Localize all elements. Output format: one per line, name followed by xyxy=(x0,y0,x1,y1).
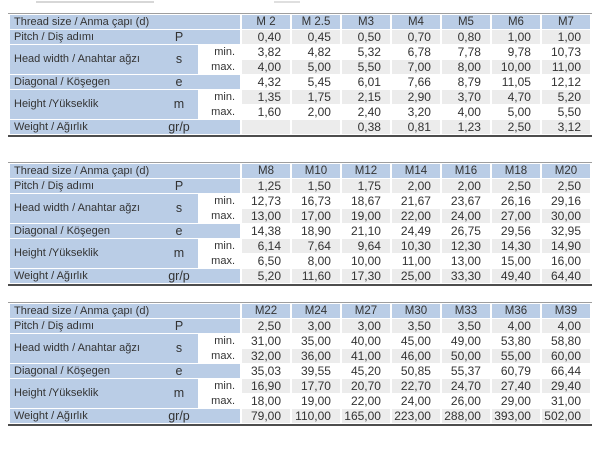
table-row xyxy=(10,364,590,378)
value-cell: 110,00 xyxy=(292,409,340,423)
table-row xyxy=(10,194,590,208)
value-cell: 11,00 xyxy=(392,254,440,268)
value-cell: 60,79 xyxy=(492,364,540,378)
column-header-cell: M33 xyxy=(442,304,490,318)
value-cell: 29,16 xyxy=(542,194,590,208)
table-row xyxy=(10,179,590,193)
table-row xyxy=(10,379,590,393)
max-label-cell: max. xyxy=(200,394,240,408)
value-cell: 288,00 xyxy=(442,409,490,423)
value-cell: 13,00 xyxy=(442,254,490,268)
row-symbol: P xyxy=(174,30,184,44)
value-cell: 12,12 xyxy=(542,75,590,89)
value-cell: 16,73 xyxy=(292,194,340,208)
table-header-row xyxy=(10,15,590,29)
value-cell: 5,00 xyxy=(292,60,340,74)
value-cell: 7,66 xyxy=(392,75,440,89)
value-cell: 2,90 xyxy=(392,90,440,104)
value-cell: 30,00 xyxy=(542,209,590,223)
row-label-cell xyxy=(10,164,240,178)
min-label-cell: min. xyxy=(200,334,240,348)
column-header-cell: M6 xyxy=(492,15,540,29)
value-cell: 29,56 xyxy=(492,224,540,238)
value-cell: 6,78 xyxy=(392,45,440,59)
row-label: Pitch / Diş adımı xyxy=(14,319,95,332)
table-row xyxy=(10,409,590,423)
row-label: Height /Yükseklik xyxy=(14,387,99,399)
value-cell: 5,45 xyxy=(292,75,340,89)
value-cell xyxy=(292,120,340,134)
value-cell: 24,00 xyxy=(442,209,490,223)
table-header-row xyxy=(10,304,590,318)
value-cell: 2,00 xyxy=(392,179,440,193)
value-cell xyxy=(242,120,290,134)
value-cell: 64,40 xyxy=(542,269,590,283)
value-cell: 165,00 xyxy=(342,409,390,423)
row-symbol: e xyxy=(175,75,183,89)
value-cell: 23,67 xyxy=(442,194,490,208)
spec-table-1 xyxy=(8,13,592,137)
table-row xyxy=(10,269,590,283)
value-cell: 11,60 xyxy=(292,269,340,283)
value-cell: 4,00 xyxy=(542,319,590,333)
value-cell: 35,00 xyxy=(292,334,340,348)
value-cell: 3,00 xyxy=(342,319,390,333)
value-cell: 10,00 xyxy=(492,60,540,74)
value-cell: 26,16 xyxy=(492,194,540,208)
column-header-cell: M22 xyxy=(242,304,290,318)
table-header-row xyxy=(10,164,590,178)
value-cell: 49,00 xyxy=(442,334,490,348)
column-header-cell: M30 xyxy=(392,304,440,318)
value-cell: 1,25 xyxy=(242,179,290,193)
value-cell: 1,75 xyxy=(342,179,390,193)
table-row xyxy=(10,319,590,333)
row-label-cell xyxy=(10,409,240,423)
value-cell: 0,50 xyxy=(342,30,390,44)
value-cell: 10,30 xyxy=(392,239,440,253)
row-label: Thread size / Anma çapı (d) xyxy=(14,304,150,317)
value-cell: 0,70 xyxy=(392,30,440,44)
row-label: Weight / Ağırlık xyxy=(14,269,88,282)
value-cell: 2,50 xyxy=(492,179,540,193)
table-row xyxy=(10,239,590,253)
value-cell: 1,75 xyxy=(292,90,340,104)
value-cell: 29,40 xyxy=(542,379,590,393)
table-row xyxy=(10,90,590,104)
row-label-cell xyxy=(10,194,198,223)
column-header-cell: M18 xyxy=(492,164,540,178)
value-cell: 5,20 xyxy=(242,269,290,283)
value-cell: 21,67 xyxy=(392,194,440,208)
min-label-cell: min. xyxy=(200,45,240,59)
value-cell: 9,78 xyxy=(492,45,540,59)
value-cell: 2,00 xyxy=(442,179,490,193)
row-label: Head width / Anahtar ağzı xyxy=(14,202,140,214)
spec-table-3 xyxy=(8,302,592,426)
table-row xyxy=(10,120,590,134)
column-header-cell: M 2.5 xyxy=(292,15,340,29)
value-cell: 12,73 xyxy=(242,194,290,208)
row-label-cell xyxy=(10,120,240,134)
row-label-cell xyxy=(10,90,198,119)
value-cell: 2,00 xyxy=(292,105,340,119)
value-cell: 5,32 xyxy=(342,45,390,59)
value-cell: 39,55 xyxy=(292,364,340,378)
value-cell: 26,00 xyxy=(442,394,490,408)
value-cell: 50,85 xyxy=(392,364,440,378)
value-cell: 55,37 xyxy=(442,364,490,378)
column-header-cell: M8 xyxy=(242,164,290,178)
row-label-cell xyxy=(10,30,240,44)
column-header-cell: M4 xyxy=(392,15,440,29)
value-cell: 53,80 xyxy=(492,334,540,348)
value-cell: 6,50 xyxy=(242,254,290,268)
value-cell: 7,00 xyxy=(392,60,440,74)
max-label-cell: max. xyxy=(200,254,240,268)
value-cell: 55,00 xyxy=(492,349,540,363)
value-cell: 10,73 xyxy=(542,45,590,59)
thread-size-table-m2-m7 xyxy=(8,14,592,135)
column-header-cell: M36 xyxy=(492,304,540,318)
value-cell: 223,00 xyxy=(392,409,440,423)
value-cell: 3,00 xyxy=(292,319,340,333)
value-cell: 66,44 xyxy=(542,364,590,378)
value-cell: 9,64 xyxy=(342,239,390,253)
row-label: Thread size / Anma çapı (d) xyxy=(14,164,150,177)
row-label-cell xyxy=(10,15,240,29)
value-cell: 45,00 xyxy=(392,334,440,348)
value-cell: 14,38 xyxy=(242,224,290,238)
value-cell: 29,00 xyxy=(492,394,540,408)
value-cell: 27,00 xyxy=(492,209,540,223)
value-cell: 393,00 xyxy=(492,409,540,423)
value-cell: 3,50 xyxy=(392,319,440,333)
value-cell: 25,00 xyxy=(392,269,440,283)
min-label-cell: min. xyxy=(200,90,240,104)
value-cell: 35,03 xyxy=(242,364,290,378)
value-cell: 22,70 xyxy=(392,379,440,393)
row-label-cell xyxy=(10,334,198,363)
value-cell: 50,00 xyxy=(442,349,490,363)
column-header-cell: M 2 xyxy=(242,15,290,29)
row-label: Weight / Ağırlık xyxy=(14,409,88,422)
value-cell: 3,82 xyxy=(242,45,290,59)
value-cell: 3,12 xyxy=(542,120,590,134)
table-row xyxy=(10,334,590,348)
row-symbol: m xyxy=(173,246,185,260)
value-cell: 24,00 xyxy=(392,394,440,408)
value-cell: 1,35 xyxy=(242,90,290,104)
value-cell: 36,00 xyxy=(292,349,340,363)
value-cell: 32,00 xyxy=(242,349,290,363)
row-label: Pitch / Diş adımı xyxy=(14,30,95,43)
value-cell: 11,00 xyxy=(542,60,590,74)
row-label-cell xyxy=(10,239,198,268)
row-label-cell xyxy=(10,364,240,378)
column-header-cell: M7 xyxy=(542,15,590,29)
value-cell: 8,00 xyxy=(442,60,490,74)
value-cell: 502,00 xyxy=(542,409,590,423)
min-label-cell: min. xyxy=(200,194,240,208)
column-header-cell: M3 xyxy=(342,15,390,29)
value-cell: 3,70 xyxy=(442,90,490,104)
value-cell: 19,00 xyxy=(292,394,340,408)
row-symbol: P xyxy=(174,179,184,193)
value-cell: 18,90 xyxy=(292,224,340,238)
value-cell: 4,82 xyxy=(292,45,340,59)
value-cell: 4,00 xyxy=(242,60,290,74)
max-label-cell: max. xyxy=(200,105,240,119)
row-label-cell xyxy=(10,75,240,89)
row-label: Head width / Anahtar ağzı xyxy=(14,53,140,65)
column-header-cell: M14 xyxy=(392,164,440,178)
cropped-text-artifact xyxy=(36,1,154,3)
row-label: Thread size / Anma çapı (d) xyxy=(14,15,150,28)
value-cell: 14,90 xyxy=(542,239,590,253)
row-label: Height /Yükseklik xyxy=(14,98,99,110)
value-cell: 3,50 xyxy=(442,319,490,333)
row-label-cell xyxy=(10,269,240,283)
value-cell: 49,40 xyxy=(492,269,540,283)
value-cell: 46,00 xyxy=(392,349,440,363)
min-label-cell: min. xyxy=(200,239,240,253)
value-cell: 1,00 xyxy=(542,30,590,44)
thread-size-table-m8-m20 xyxy=(8,163,592,284)
value-cell: 7,78 xyxy=(442,45,490,59)
value-cell: 4,32 xyxy=(242,75,290,89)
value-cell: 4,00 xyxy=(442,105,490,119)
thread-size-table-m22-m39 xyxy=(8,303,592,424)
row-label: Pitch / Diş adımı xyxy=(14,179,95,192)
table-row xyxy=(10,45,590,59)
value-cell: 0,45 xyxy=(292,30,340,44)
row-symbol: s xyxy=(175,341,183,355)
column-header-cell: M12 xyxy=(342,164,390,178)
value-cell: 14,30 xyxy=(492,239,540,253)
row-symbol: s xyxy=(175,201,183,215)
value-cell: 4,00 xyxy=(492,319,540,333)
value-cell: 40,00 xyxy=(342,334,390,348)
min-label-cell: min. xyxy=(200,379,240,393)
value-cell: 2,50 xyxy=(542,179,590,193)
value-cell: 3,20 xyxy=(392,105,440,119)
column-header-cell: M16 xyxy=(442,164,490,178)
row-symbol: s xyxy=(175,52,183,66)
spec-table-2 xyxy=(8,162,592,286)
value-cell: 1,50 xyxy=(292,179,340,193)
row-label: Height /Yükseklik xyxy=(14,247,99,259)
value-cell: 33,30 xyxy=(442,269,490,283)
value-cell: 13,00 xyxy=(242,209,290,223)
row-label-cell xyxy=(10,319,240,333)
column-header-cell: M20 xyxy=(542,164,590,178)
row-label: Diagonal / Köşegen xyxy=(14,224,111,237)
value-cell: 11,05 xyxy=(492,75,540,89)
column-header-cell: M5 xyxy=(442,15,490,29)
value-cell: 1,23 xyxy=(442,120,490,134)
value-cell: 16,90 xyxy=(242,379,290,393)
value-cell: 32,95 xyxy=(542,224,590,238)
max-label-cell: max. xyxy=(200,209,240,223)
value-cell: 1,00 xyxy=(492,30,540,44)
value-cell: 24,49 xyxy=(392,224,440,238)
column-header-cell: M24 xyxy=(292,304,340,318)
row-symbol: m xyxy=(173,386,185,400)
value-cell: 0,80 xyxy=(442,30,490,44)
row-symbol: e xyxy=(175,364,183,378)
value-cell: 45,20 xyxy=(342,364,390,378)
value-cell: 12,30 xyxy=(442,239,490,253)
table-row xyxy=(10,30,590,44)
value-cell: 22,00 xyxy=(342,394,390,408)
value-cell: 0,38 xyxy=(342,120,390,134)
row-label-cell xyxy=(10,45,198,74)
row-symbol: gr/p xyxy=(168,120,190,134)
column-header-cell: M10 xyxy=(292,164,340,178)
value-cell: 2,15 xyxy=(342,90,390,104)
value-cell: 26,75 xyxy=(442,224,490,238)
value-cell: 79,00 xyxy=(242,409,290,423)
row-label: Diagonal / Köşegen xyxy=(14,75,111,88)
value-cell: 1,60 xyxy=(242,105,290,119)
value-cell: 15,00 xyxy=(492,254,540,268)
value-cell: 17,00 xyxy=(292,209,340,223)
value-cell: 22,00 xyxy=(392,209,440,223)
row-label-cell xyxy=(10,179,240,193)
cropped-text-artifact xyxy=(274,1,300,3)
value-cell: 6,14 xyxy=(242,239,290,253)
row-symbol: gr/p xyxy=(168,409,190,423)
row-label-cell xyxy=(10,304,240,318)
row-symbol: m xyxy=(173,97,185,111)
max-label-cell: max. xyxy=(200,60,240,74)
value-cell: 24,70 xyxy=(442,379,490,393)
value-cell: 19,00 xyxy=(342,209,390,223)
value-cell: 5,50 xyxy=(542,105,590,119)
row-label: Weight / Ağırlık xyxy=(14,120,88,133)
value-cell: 27,40 xyxy=(492,379,540,393)
value-cell: 18,67 xyxy=(342,194,390,208)
row-symbol: P xyxy=(174,319,184,333)
value-cell: 18,00 xyxy=(242,394,290,408)
row-label: Diagonal / Köşegen xyxy=(14,364,111,377)
value-cell: 58,80 xyxy=(542,334,590,348)
row-label-cell xyxy=(10,379,198,408)
table-row xyxy=(10,224,590,238)
value-cell: 7,64 xyxy=(292,239,340,253)
value-cell: 20,70 xyxy=(342,379,390,393)
row-label-cell xyxy=(10,224,240,238)
column-header-cell: M39 xyxy=(542,304,590,318)
row-symbol: e xyxy=(175,224,183,238)
value-cell: 2,40 xyxy=(342,105,390,119)
value-cell: 10,00 xyxy=(342,254,390,268)
value-cell: 31,00 xyxy=(242,334,290,348)
value-cell: 5,50 xyxy=(342,60,390,74)
value-cell: 41,00 xyxy=(342,349,390,363)
value-cell: 5,20 xyxy=(542,90,590,104)
table-row xyxy=(10,75,590,89)
value-cell: 5,00 xyxy=(492,105,540,119)
value-cell: 4,70 xyxy=(492,90,540,104)
max-label-cell: max. xyxy=(200,349,240,363)
row-symbol: gr/p xyxy=(168,269,190,283)
column-header-cell: M27 xyxy=(342,304,390,318)
value-cell: 21,10 xyxy=(342,224,390,238)
value-cell: 31,00 xyxy=(542,394,590,408)
value-cell: 8,79 xyxy=(442,75,490,89)
value-cell: 2,50 xyxy=(242,319,290,333)
value-cell: 17,70 xyxy=(292,379,340,393)
value-cell: 0,81 xyxy=(392,120,440,134)
value-cell: 60,00 xyxy=(542,349,590,363)
value-cell: 17,30 xyxy=(342,269,390,283)
value-cell: 16,00 xyxy=(542,254,590,268)
value-cell: 6,01 xyxy=(342,75,390,89)
value-cell: 2,50 xyxy=(492,120,540,134)
row-label: Head width / Anahtar ağzı xyxy=(14,342,140,354)
value-cell: 0,40 xyxy=(242,30,290,44)
value-cell: 8,00 xyxy=(292,254,340,268)
